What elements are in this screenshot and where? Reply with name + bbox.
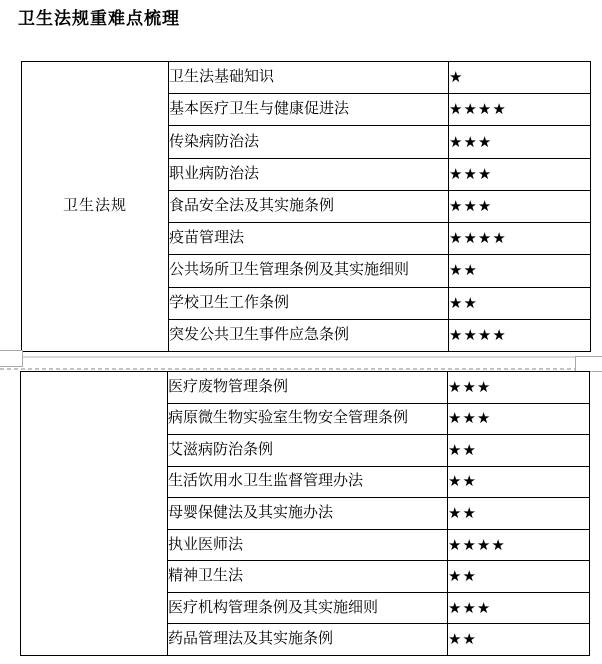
law-name-cell: 药品管理法及其实施条例 xyxy=(168,624,448,656)
law-name-cell: 执业医师法 xyxy=(168,529,448,561)
law-name-cell: 医疗机构管理条例及其实施细则 xyxy=(168,592,448,624)
difficulty-stars-cell: ★★★ xyxy=(448,372,590,404)
difficulty-stars-cell: ★★ xyxy=(448,435,590,467)
law-row xyxy=(22,62,591,94)
law-table-page2 xyxy=(20,371,590,656)
difficulty-stars-cell: ★★★ xyxy=(449,126,591,158)
difficulty-stars-cell: ★★ xyxy=(448,498,590,530)
difficulty-stars-cell: ★★★★ xyxy=(449,94,591,126)
law-name-cell: 职业病防治法 xyxy=(169,158,449,190)
law-name-cell: 卫生法基础知识 xyxy=(169,62,449,94)
difficulty-stars-cell: ★★★ xyxy=(449,158,591,190)
law-name-cell: 医疗废物管理条例 xyxy=(168,372,448,404)
law-table-body-2 xyxy=(21,372,590,656)
law-table-page1 xyxy=(21,61,591,352)
difficulty-stars-cell: ★ xyxy=(449,62,591,94)
page-break-dashed-line xyxy=(0,368,602,370)
law-name-cell: 疫苗管理法 xyxy=(169,223,449,255)
law-name-cell: 传染病防治法 xyxy=(169,126,449,158)
law-name-cell: 生活饮用水卫生监督管理办法 xyxy=(168,466,448,498)
page-break-solid-line xyxy=(0,356,602,358)
law-name-cell: 公共场所卫生管理条例及其实施细则 xyxy=(169,255,449,287)
category-cell: 卫生法规 xyxy=(22,62,169,352)
difficulty-stars-cell: ★★★★ xyxy=(449,223,591,255)
law-name-cell: 病原微生物实验室生物安全管理条例 xyxy=(168,403,448,435)
category-cell xyxy=(21,372,168,656)
law-name-cell: 母婴保健法及其实施办法 xyxy=(168,498,448,530)
difficulty-stars-cell: ★★★ xyxy=(449,190,591,222)
law-name-cell: 学校卫生工作条例 xyxy=(169,287,449,319)
page-break-left-marker xyxy=(0,350,23,367)
law-name-cell: 突发公共卫生事件应急条例 xyxy=(169,319,449,351)
law-name-cell: 食品安全法及其实施条例 xyxy=(169,190,449,222)
difficulty-stars-cell: ★★★ xyxy=(448,403,590,435)
law-row xyxy=(21,372,590,404)
difficulty-stars-cell: ★★ xyxy=(449,255,591,287)
difficulty-stars-cell: ★★★★ xyxy=(448,529,590,561)
page-title: 卫生法规重难点梳理 xyxy=(18,9,180,28)
difficulty-stars-cell: ★★ xyxy=(449,287,591,319)
difficulty-stars-cell: ★★ xyxy=(448,624,590,656)
difficulty-stars-cell: ★★★★ xyxy=(449,319,591,351)
law-name-cell: 基本医疗卫生与健康促进法 xyxy=(169,94,449,126)
page-break-right-marker xyxy=(575,356,602,372)
law-name-cell: 精神卫生法 xyxy=(168,561,448,593)
difficulty-stars-cell: ★★ xyxy=(448,466,590,498)
law-name-cell: 艾滋病防治条例 xyxy=(168,435,448,467)
law-table-body-1 xyxy=(22,62,591,352)
difficulty-stars-cell: ★★ xyxy=(448,561,590,593)
difficulty-stars-cell: ★★★ xyxy=(448,592,590,624)
